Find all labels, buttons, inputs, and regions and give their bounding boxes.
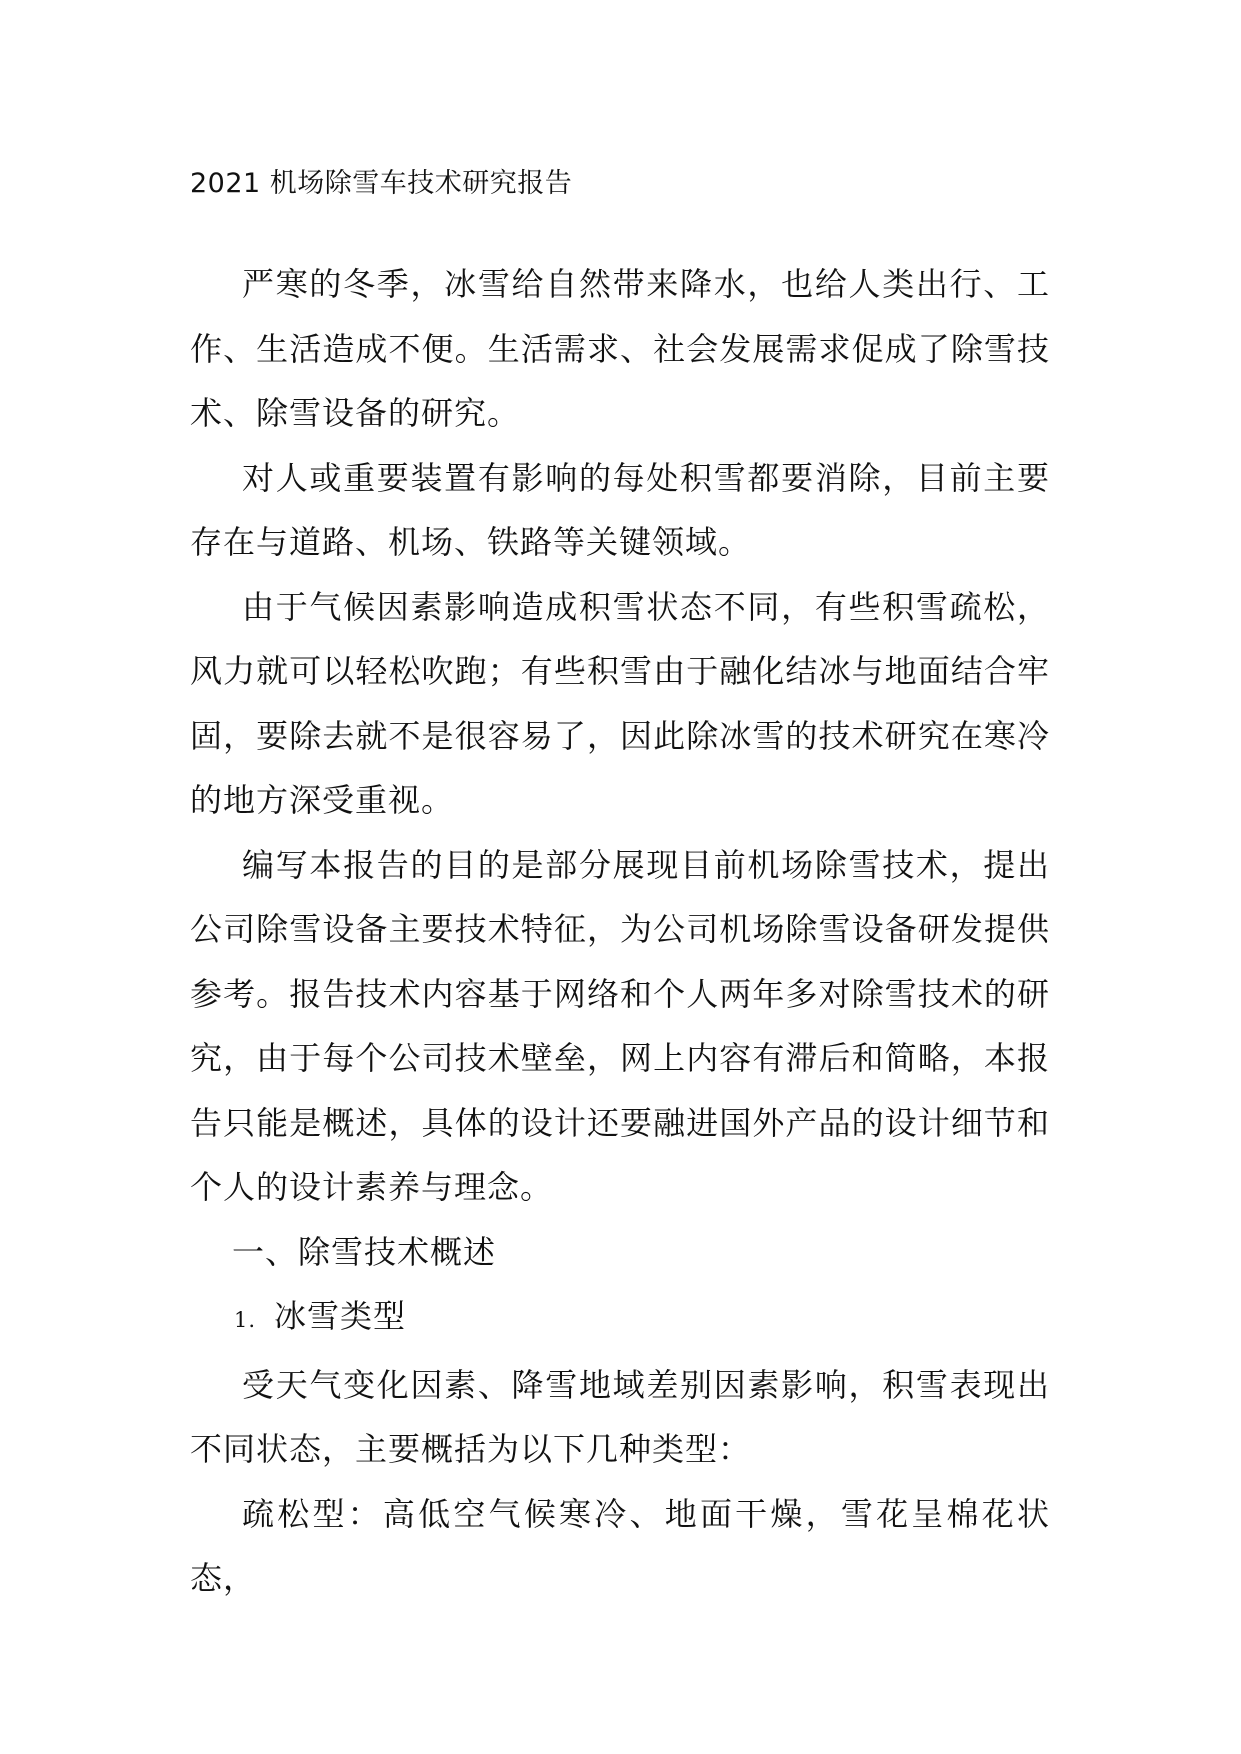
paragraph-scope: 对人或重要装置有影响的每处积雪都要消除，目前主要存在与道路、机场、铁路等关键领域。 xyxy=(190,458,1050,561)
document-body xyxy=(190,252,1050,1611)
subsection-title: 冰雪类型 xyxy=(274,1297,407,1335)
document-title: 2021 机场除雪车技术研究报告 xyxy=(190,168,573,199)
paragraph-snow-states: 由于气候因素影响造成积雪状态不同，有些积雪疏松，风力就可以轻松吹跑；有些积雪由于融化结冰与地面结合牢固，要除去就不是很容易了，因此除冰雪的技术研究在寒冷的地方深受重视。 xyxy=(190,587,1050,819)
subsection-heading xyxy=(190,1284,1050,1353)
paragraph-snow-types: 受天气变化因素、降雪地域差别因素影响，积雪表现出不同状态，主要概括为以下几种类型： xyxy=(190,1365,1050,1468)
subsection-number: 1. xyxy=(234,1308,257,1332)
paragraph-purpose: 编写本报告的目的是部分展现目前机场除雪技术，提出公司除雪设备主要技术特征，为公司机场除雪设备研发提供参考。报告技术内容基于网络和个人两年多对除雪技术的研究，由于每个公司技术壁垒，网上内容有滞后和简略，本报告只能是概述，具体的设计还要融进国外产品的设计细节和个人的设计素养与理念。 xyxy=(190,845,1050,1206)
section-heading: 一、除雪技术概述 xyxy=(232,1232,497,1271)
paragraph-intro: 严寒的冬季，冰雪给自然带来降水，也给人类出行、工作、生活造成不便。生活需求、社会发展需求促成了除雪技术、除雪设备的研究。 xyxy=(190,265,1050,432)
paragraph-loose-type: 疏松型：高低空气候寒冷、地面干燥，雪花呈棉花状态， xyxy=(190,1494,1050,1597)
